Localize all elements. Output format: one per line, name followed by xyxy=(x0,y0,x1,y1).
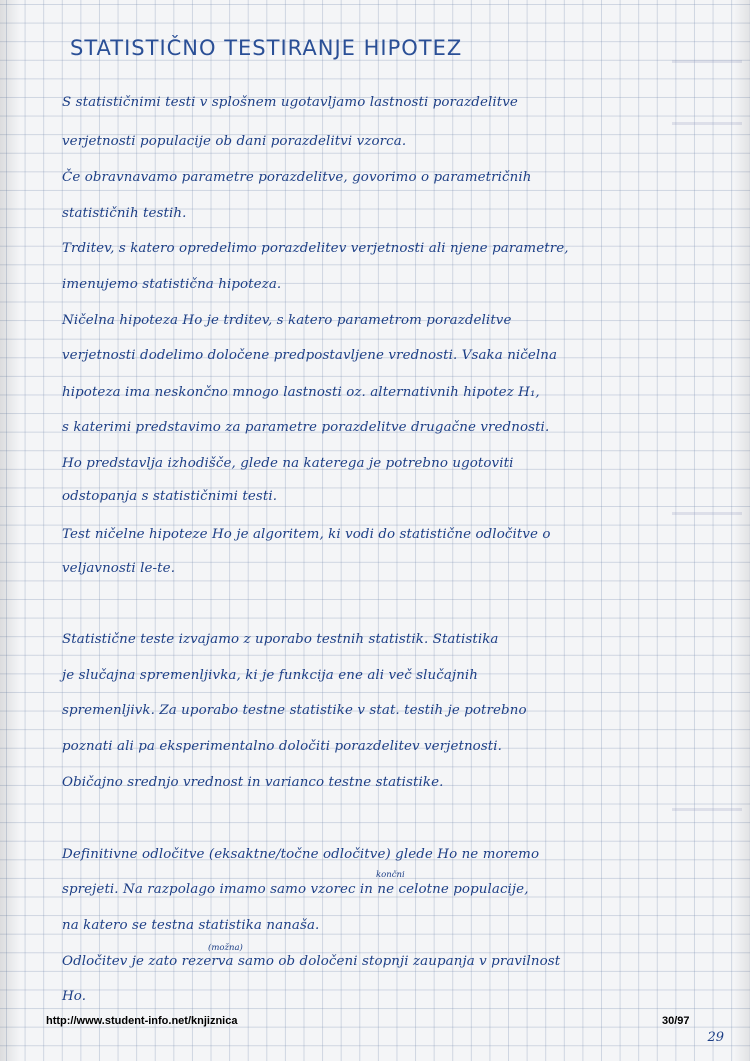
text-line: statističnih testih. xyxy=(62,206,187,221)
show-through-mark xyxy=(672,512,742,515)
text-line: Ničelna hipoteza Ho je trditev, s katero parametrom porazdelitve xyxy=(62,313,512,328)
text-line: Odločitev je zato rezerva samo ob določeni stopnji zaupanja v pravilnost xyxy=(62,954,561,969)
text-line: imenujemo statistična hipoteza. xyxy=(62,277,282,292)
text-line: veljavnosti le-te. xyxy=(62,561,176,576)
text-line: sprejeti. Na razpolago imamo samo vzorec in ne celotne populacije, xyxy=(62,882,529,897)
page-number: 29 xyxy=(707,1030,724,1045)
footer-page-count: 30/97 xyxy=(662,1015,690,1027)
text-line: verjetnosti dodelimo določene predpostavljene vrednosti. Vsaka ničelna xyxy=(62,348,558,363)
text-line: verjetnosti populacije ob dani porazdelitvi vzorca. xyxy=(62,134,407,149)
text-line: na katero se testna statistika nanaša. xyxy=(62,918,320,933)
text-line: Test ničelne hipoteze Ho je algoritem, ki vodi do statistične odločitve o xyxy=(62,527,551,542)
text-line: Če obravnavamo parametre porazdelitve, govorimo o parametričnih xyxy=(62,170,532,185)
text-line: je slučajna spremenljivka, ki je funkcija ene ali več slučajnih xyxy=(62,668,479,683)
text-line: hipoteza ima neskončno mnogo lastnosti oz. alternativnih hipotez H₁, xyxy=(62,385,540,400)
show-through-mark xyxy=(672,808,742,811)
footer-url: http://www.student-info.net/knjiznica xyxy=(46,1015,238,1027)
text-line: spremenljivk. Za uporabo testne statistike v stat. testih je potrebno xyxy=(62,703,527,718)
show-through-mark xyxy=(672,122,742,125)
text-line: s katerimi predstavimo za parametre porazdelitve drugačne vrednosti. xyxy=(62,420,550,435)
text-line: Običajno srednjo vrednost in varianco testne statistike. xyxy=(62,775,444,790)
page-title: STATISTIČNO TESTIRANJE HIPOTEZ xyxy=(70,36,463,60)
text-line: Ho predstavlja izhodišče, glede na katerega je potrebno ugotoviti xyxy=(62,456,514,471)
text-line: Statistične teste izvajamo z uporabo testnih statistik. Statistika xyxy=(62,632,499,647)
text-line: Ho. xyxy=(62,989,87,1004)
text-line: S statističnimi testi v splošnem ugotavljamo lastnosti porazdelitve xyxy=(62,95,518,110)
text-line: odstopanja s statističnimi testi. xyxy=(62,489,278,504)
text-line: poznati ali pa eksperimentalno določiti porazdelitev verjetnosti. xyxy=(62,739,503,754)
show-through-mark xyxy=(672,60,742,63)
annotation-mozna: (možna) xyxy=(208,943,243,953)
text-line: Definitivne odločitve (eksaktne/točne odločitve) glede Ho ne moremo xyxy=(62,847,540,862)
annotation-koncni: končni xyxy=(376,870,405,880)
text-line: Trditev, s katero opredelimo porazdelitev verjetnosti ali njene parametre, xyxy=(62,241,569,256)
